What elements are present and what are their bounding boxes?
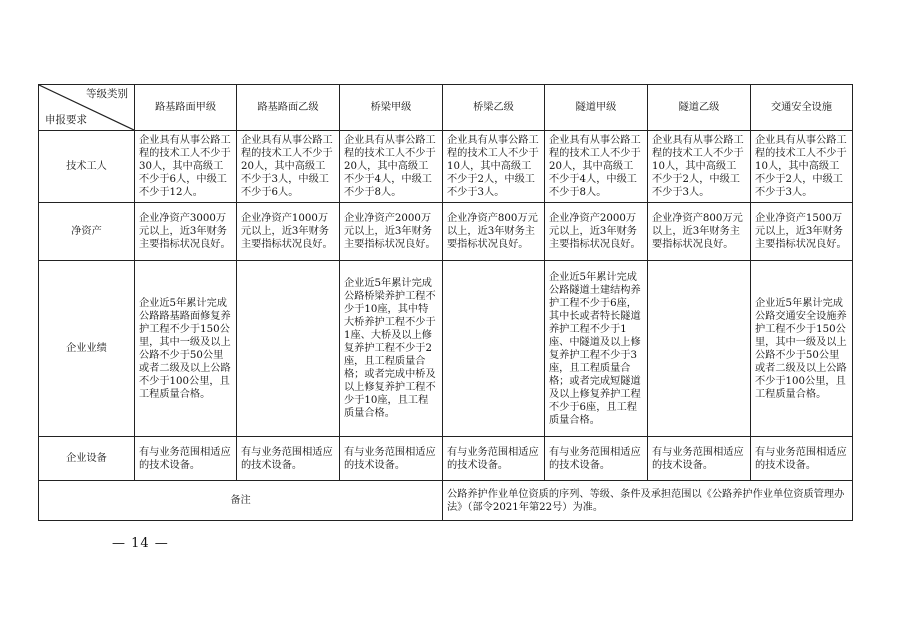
row-label: 净资产: [39, 203, 135, 261]
column-header: 交通安全设施: [751, 85, 853, 131]
row-label: 企业业绩: [39, 261, 135, 437]
corner-header-cell: [39, 85, 135, 131]
row-label: 企业设备: [39, 437, 135, 481]
column-header: 隧道乙级: [648, 85, 751, 131]
table-cell: 企业近5年累计完成公路交通安全设施养护工程不少于150公里，其中一级及以上公路不少于50公里或者二级及以上公路不少于100公里，且工程质量合格。: [751, 261, 853, 437]
note-text: 公路养护作业单位资质的序列、等级、条件及承担范围以《公路养护作业单位资质管理办法》（部令2021年第22号）为准。: [443, 481, 853, 521]
table-cell: 企业净资产2000万元以上，近3年财务主要指标状况良好。: [340, 203, 443, 261]
table-row: [39, 437, 853, 481]
table-cell: 有与业务范围相适应的技术设备。: [340, 437, 443, 481]
table-cell: 有与业务范围相适应的技术设备。: [237, 437, 340, 481]
note-label: 备注: [39, 481, 443, 521]
row-label: 技术工人: [39, 131, 135, 203]
table-cell: 有与业务范围相适应的技术设备。: [648, 437, 751, 481]
page-number: — 14 —: [112, 536, 169, 551]
note-row: [39, 481, 853, 521]
column-header: 桥梁甲级: [340, 85, 443, 131]
table-cell: 企业具有从事公路工程的技术工人不少于30人，其中高级工不少于6人，中级工不少于12人。: [135, 131, 237, 203]
table-cell: [443, 261, 545, 437]
table-cell: 有与业务范围相适应的技术设备。: [443, 437, 545, 481]
corner-bottom-label: 申报要求: [45, 114, 87, 126]
table-cell: 企业具有从事公路工程的技术工人不少于10人，其中高级工不少于2人，中级工不少于3人。: [443, 131, 545, 203]
table-cell: 企业净资产1500万元以上，近3年财务主要指标状况良好。: [751, 203, 853, 261]
qualification-table: [38, 84, 853, 521]
table-row: [39, 131, 853, 203]
table-cell: 企业净资产800万元以上，近3年财务主要指标状况良好。: [443, 203, 545, 261]
table-cell: [648, 261, 751, 437]
table-cell: 企业净资产1000万元以上，近3年财务主要指标状况良好。: [237, 203, 340, 261]
column-header: 路基路面乙级: [237, 85, 340, 131]
table-row: [39, 261, 853, 437]
column-header: 路基路面甲级: [135, 85, 237, 131]
table-cell: 有与业务范围相适应的技术设备。: [751, 437, 853, 481]
table-cell: 有与业务范围相适应的技术设备。: [135, 437, 237, 481]
table-cell: 企业近5年累计完成公路路基路面修复养护工程不少于150公里，其中一级及以上公路不少于50公里或者二级及以上公路不少于100公里，且工程质量合格。: [135, 261, 237, 437]
table-cell: 企业具有从事公路工程的技术工人不少于10人，其中高级工不少于2人，中级工不少于3人。: [648, 131, 751, 203]
table-cell: 企业净资产2000万元以上，近3年财务主要指标状况良好。: [545, 203, 648, 261]
table-cell: 企业净资产800万元以上，近3年财务主要指标状况良好。: [648, 203, 751, 261]
table-cell: 企业具有从事公路工程的技术工人不少于20人，其中高级工不少于4人，中级工不少于8人。: [545, 131, 648, 203]
column-header: 桥梁乙级: [443, 85, 545, 131]
table-cell: 企业具有从事公路工程的技术工人不少于20人，其中高级工不少于3人，中级工不少于6人。: [237, 131, 340, 203]
header-row: [39, 85, 853, 131]
table-cell: 企业净资产3000万元以上，近3年财务主要指标状况良好。: [135, 203, 237, 261]
table-cell: 企业具有从事公路工程的技术工人不少于10人，其中高级工不少于2人，中级工不少于3人。: [751, 131, 853, 203]
table-cell: 企业近5年累计完成公路桥梁养护工程不少于10座，其中特大桥养护工程不少于1座、大桥及以上修复养护工程不少于2座，且工程质量合格；或者完成中桥及以上修复养护工程不少于10座，且工程质量合格。: [340, 261, 443, 437]
table-cell: [237, 261, 340, 437]
table-cell: 有与业务范围相适应的技术设备。: [545, 437, 648, 481]
column-header: 隧道甲级: [545, 85, 648, 131]
table-row: [39, 203, 853, 261]
table-cell: 企业具有从事公路工程的技术工人不少于20人，其中高级工不少于4人，中级工不少于8人。: [340, 131, 443, 203]
corner-top-label: 等级类别: [86, 88, 128, 100]
table-cell: 企业近5年累计完成公路隧道土建结构养护工程不少于6座，其中长或者特长隧道养护工程不少于1座、中隧道及以上修复养护工程不少于3座，且工程质量合格；或者完成短隧道及以上修复养护工程不少于6座，且工程质量合格。: [545, 261, 648, 437]
